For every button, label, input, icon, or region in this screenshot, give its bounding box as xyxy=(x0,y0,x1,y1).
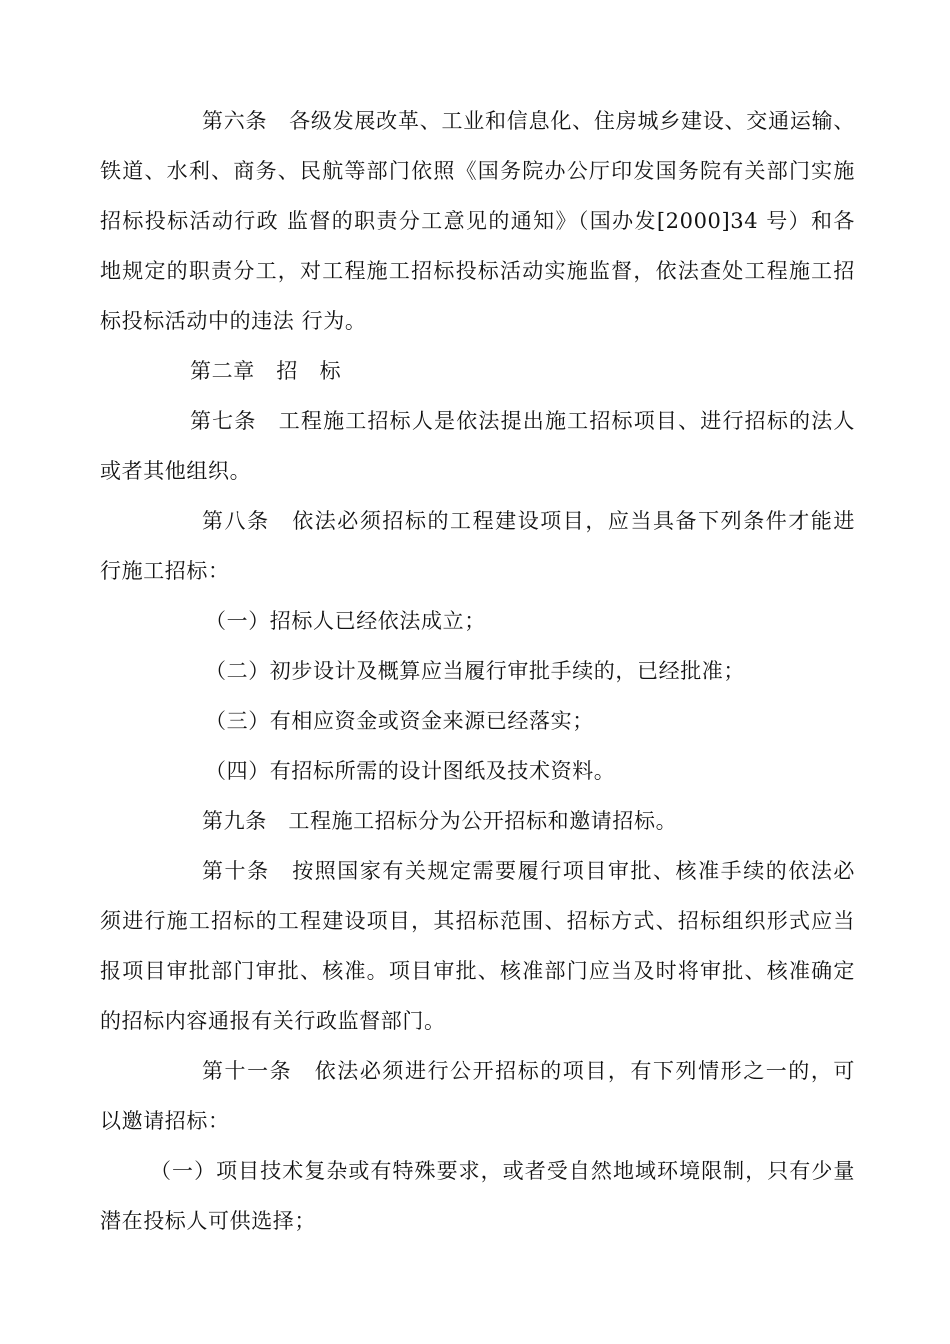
text-line: 第十一条 依法必须进行公开招标的项目，有下列情形之一的，可 xyxy=(202,1059,855,1083)
text-line: 第六条 各级发展改革、工业和信息化、住房城乡建设、交通运输、 xyxy=(202,109,855,133)
text-line: 以邀请招标： xyxy=(100,1109,230,1133)
text-line: 第七条 工程施工招标人是依法提出施工招标项目、进行招标的法人 xyxy=(190,409,855,433)
text-line: 招标投标活动行政 监督的职责分工意见的通知》（国办发[2000]34 号）和各 xyxy=(100,209,855,233)
text-line: 须进行施工招标的工程建设项目，其招标范围、招标方式、招标组织形式应当 xyxy=(100,909,855,933)
text-line: 地规定的职责分工，对工程施工招标投标活动实施监督，依法查处工程施工招 xyxy=(100,259,855,283)
chapter-heading: 第二章 招 标 xyxy=(190,359,342,383)
text-line: 潜在投标人可供选择； xyxy=(100,1209,316,1233)
list-item: （一）项目技术复杂或有特殊要求，或者受自然地域环境限制，只有少量 xyxy=(150,1159,855,1183)
text-line: 第九条 工程施工招标分为公开招标和邀请招标。 xyxy=(202,809,678,833)
text-line: 第十条 按照国家有关规定需要履行项目审批、核准手续的依法必 xyxy=(202,859,855,883)
text-line: 铁道、水利、商务、民航等部门依照《国务院办公厅印发国务院有关部门实施 xyxy=(100,159,855,183)
text-line: 标投标活动中的违法 行为。 xyxy=(100,309,367,333)
text-line: 第八条 依法必须招标的工程建设项目，应当具备下列条件才能进 xyxy=(202,509,855,533)
text-line: 或者其他组织。 xyxy=(100,459,252,483)
list-item: （二）初步设计及概算应当履行审批手续的，已经批准； xyxy=(205,659,745,683)
text-line: 行施工招标： xyxy=(100,559,230,583)
text-line: 报项目审批部门审批、核准。项目审批、核准部门应当及时将审批、核准确定 xyxy=(100,959,855,983)
list-item: （三）有相应资金或资金来源已经落实； xyxy=(205,709,594,733)
text-line: 的招标内容通报有关行政监督部门。 xyxy=(100,1009,446,1033)
list-item: （四）有招标所需的设计图纸及技术资料。 xyxy=(205,759,616,783)
list-item: （一）招标人已经依法成立； xyxy=(205,609,486,633)
